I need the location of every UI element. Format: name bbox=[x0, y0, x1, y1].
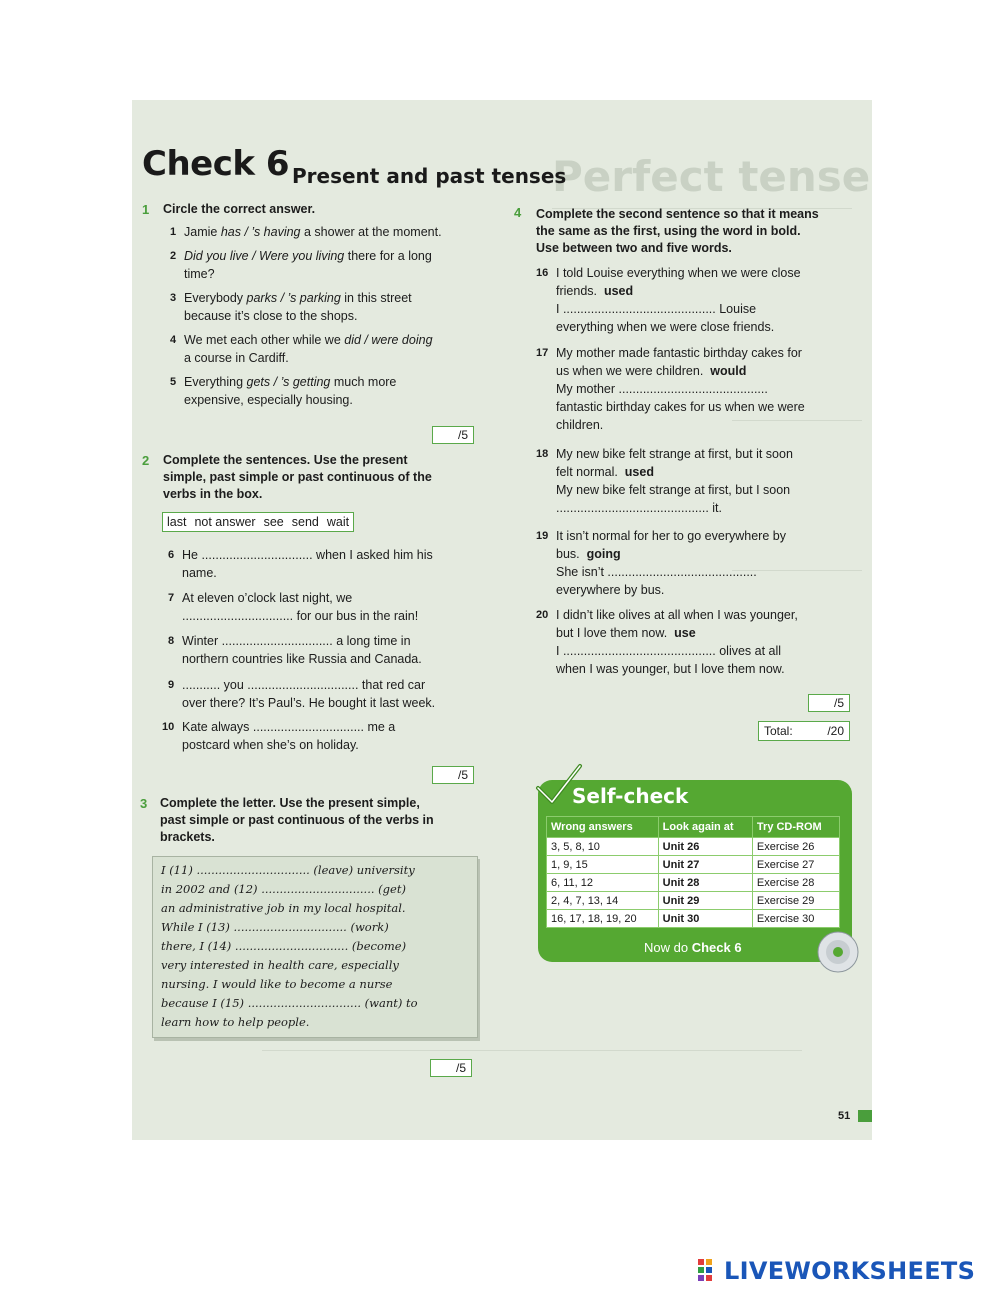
question-number: 1 bbox=[170, 226, 177, 238]
score-box[interactable]: /5 bbox=[432, 766, 474, 784]
word-option: wait bbox=[326, 515, 350, 529]
score-box[interactable]: /5 bbox=[430, 1059, 472, 1077]
question-9 bbox=[168, 676, 488, 716]
table-row bbox=[547, 838, 840, 856]
key-word: used bbox=[624, 465, 654, 479]
word-option: last bbox=[167, 515, 187, 529]
question-2 bbox=[170, 247, 490, 287]
question-text: Jamie has / ’s having a shower at the moment. bbox=[184, 225, 442, 239]
word-option: see bbox=[263, 515, 284, 529]
letter-line: learn how to help people. bbox=[161, 1015, 310, 1029]
question-text[interactable]: It isn’t normal for her to go everywhere by bus. going She isn’t ........................................... everywhere by bus. bbox=[556, 529, 786, 597]
letter-line[interactable]: While I (13) ............................... (work) bbox=[161, 920, 389, 934]
now-do-link[interactable]: Now do Check 6 bbox=[644, 940, 742, 955]
wrong-answers-cell: 6, 11, 12 bbox=[547, 874, 659, 892]
question-number: 18 bbox=[536, 448, 549, 460]
score-box[interactable]: /5 bbox=[432, 426, 474, 444]
faded-heading: Perfect tense bbox=[552, 152, 871, 201]
wrong-answers-cell: 16, 17, 18, 19, 20 bbox=[547, 910, 659, 928]
brand-name: LIVEWORKSHEETS bbox=[724, 1257, 976, 1285]
self-check-table bbox=[546, 816, 840, 928]
answer-options[interactable]: has / ’s having bbox=[220, 225, 301, 239]
key-word: use bbox=[674, 626, 696, 640]
question-text: Everybody parks / ’s parking in this street because it’s close to the shops. bbox=[184, 291, 412, 323]
column-header: Look again at bbox=[658, 817, 752, 838]
answer-options[interactable]: parks / ’s parking bbox=[246, 291, 341, 305]
question-number: 10 bbox=[162, 721, 175, 733]
word-option: not answer bbox=[194, 515, 256, 529]
logo-blocks-icon bbox=[698, 1259, 720, 1283]
unit-cell[interactable]: Unit 28 bbox=[658, 874, 752, 892]
section-instruction: Circle the correct answer. bbox=[163, 202, 316, 216]
wrong-answers-cell: 1, 9, 15 bbox=[547, 856, 659, 874]
question-8 bbox=[168, 632, 488, 672]
question-text[interactable]: He ................................ when I asked him his name. bbox=[182, 548, 433, 580]
question-text[interactable]: Kate always ................................ me a postcard when she’s on holiday. bbox=[182, 720, 396, 752]
wrong-answers-cell: 3, 5, 8, 10 bbox=[547, 838, 659, 856]
key-word: going bbox=[586, 547, 621, 561]
question-number: 3 bbox=[170, 292, 177, 304]
question-5 bbox=[170, 373, 490, 413]
question-number: 4 bbox=[170, 334, 177, 346]
question-number: 7 bbox=[168, 592, 175, 604]
question-text[interactable]: My new bike felt strange at first, but it soon felt normal. used My new bike felt strange at first, but I soon ............................................ it. bbox=[556, 447, 793, 515]
self-check-panel bbox=[538, 780, 852, 962]
section-number: 3 bbox=[140, 796, 148, 811]
exercise-cell[interactable]: Exercise 28 bbox=[752, 874, 839, 892]
question-number: 2 bbox=[170, 250, 177, 262]
section-number: 2 bbox=[142, 453, 150, 468]
word-option: send bbox=[291, 515, 319, 529]
self-check-title: Self-check bbox=[572, 784, 689, 808]
question-16 bbox=[536, 264, 866, 344]
key-word: would bbox=[710, 364, 747, 378]
question-19 bbox=[536, 527, 866, 607]
letter-line[interactable]: there, I (14) ............................... (become) bbox=[161, 939, 407, 953]
question-6 bbox=[168, 546, 488, 586]
word-box bbox=[162, 512, 354, 532]
page-number-marker bbox=[858, 1110, 872, 1122]
question-20 bbox=[536, 606, 866, 686]
total-label: Total: bbox=[764, 724, 793, 738]
cd-rom-icon bbox=[816, 930, 860, 974]
answer-options[interactable]: gets / ’s getting bbox=[246, 375, 331, 389]
unit-cell[interactable]: Unit 26 bbox=[658, 838, 752, 856]
question-number: 8 bbox=[168, 635, 175, 647]
section-instruction: Complete the letter. Use the present simple, past simple or past continuous of the verbs in brackets. bbox=[160, 796, 434, 844]
unit-cell[interactable]: Unit 27 bbox=[658, 856, 752, 874]
question-number: 16 bbox=[536, 267, 549, 279]
exercise-cell[interactable]: Exercise 30 bbox=[752, 910, 839, 928]
page-title: Check 6 bbox=[142, 144, 289, 184]
question-number: 17 bbox=[536, 347, 549, 359]
answer-options[interactable]: did / were doing bbox=[344, 333, 433, 347]
section-number: 4 bbox=[514, 205, 522, 220]
letter-card bbox=[152, 856, 478, 1038]
score-box[interactable]: /5 bbox=[808, 694, 850, 712]
liveworksheets-logo[interactable] bbox=[698, 1258, 994, 1284]
question-number: 9 bbox=[168, 679, 175, 691]
question-4 bbox=[170, 331, 490, 371]
question-text[interactable]: I didn’t like olives at all when I was younger, but I love them now. use I ............................................ olives at all when I was younger, but I love them now. bbox=[556, 608, 798, 676]
table-row bbox=[547, 892, 840, 910]
key-word: used bbox=[603, 284, 634, 298]
table-row bbox=[547, 910, 840, 928]
table-header-row bbox=[547, 817, 840, 838]
wrong-answers-cell: 2, 4, 7, 13, 14 bbox=[547, 892, 659, 910]
question-18 bbox=[536, 445, 866, 525]
question-text: Did you live / Were you living there for a long time? bbox=[184, 249, 432, 281]
worksheet-page bbox=[132, 100, 872, 1140]
exercise-cell[interactable]: Exercise 29 bbox=[752, 892, 839, 910]
section-instruction: Complete the sentences. Use the present simple, past simple or past continuous of the verbs in the box. bbox=[163, 453, 432, 501]
question-text[interactable]: I told Louise everything when we were close friends. used I ............................................ Louise everything when we were close friends. bbox=[556, 266, 801, 334]
question-text: Everything gets / ’s getting much more expensive, especially housing. bbox=[184, 375, 397, 407]
section-instruction: Complete the second sentence so that it means the same as the first, using the word in bold. Use between two and five words. bbox=[536, 207, 819, 255]
table-row bbox=[547, 874, 840, 892]
question-text[interactable]: Winter ................................ a long time in northern countries like Russia and Canada. bbox=[182, 634, 422, 666]
exercise-cell[interactable]: Exercise 27 bbox=[752, 856, 839, 874]
letter-line[interactable]: in 2002 and (12) ............................... (get) bbox=[161, 882, 406, 896]
letter-line: very interested in health care, especially bbox=[161, 958, 399, 972]
letter-line: nursing. I would like to become a nurse bbox=[161, 977, 393, 991]
question-number: 5 bbox=[170, 376, 177, 388]
page-number: 51 bbox=[838, 1110, 851, 1122]
faded-rule bbox=[262, 1050, 802, 1051]
question-text[interactable]: ........... you ................................ that red car over there? It’s Paul’s. He bought it last week. bbox=[182, 678, 436, 710]
question-10 bbox=[162, 718, 488, 758]
answer-options[interactable]: Did you live / Were you living bbox=[184, 249, 345, 263]
question-17 bbox=[536, 344, 866, 439]
table-row bbox=[547, 856, 840, 874]
column-header: Try CD-ROM bbox=[752, 817, 839, 838]
total-box[interactable] bbox=[758, 721, 850, 741]
unit-cell[interactable]: Unit 29 bbox=[658, 892, 752, 910]
question-text[interactable]: At eleven o’clock last night, we ................................ for our bus in the rain! bbox=[182, 591, 419, 623]
page-subtitle: Present and past tenses bbox=[292, 164, 567, 188]
letter-line[interactable]: because I (15) ............................... (want) to bbox=[161, 996, 418, 1010]
question-text[interactable]: My mother made fantastic birthday cakes for us when we were children. would My mother ........................................... fantastic birthday cakes for us when we were children. bbox=[556, 346, 805, 432]
question-number: 19 bbox=[536, 530, 549, 542]
question-text: We met each other while we did / were doing a course in Cardiff. bbox=[184, 333, 433, 365]
question-number: 20 bbox=[536, 609, 549, 621]
column-header: Wrong answers bbox=[547, 817, 659, 838]
letter-line[interactable]: I (11) ............................... (leave) university bbox=[161, 863, 415, 877]
question-3 bbox=[170, 289, 490, 329]
question-1 bbox=[170, 223, 490, 243]
unit-cell[interactable]: Unit 30 bbox=[658, 910, 752, 928]
total-value: /20 bbox=[827, 724, 844, 738]
question-7 bbox=[168, 589, 488, 629]
letter-line: an administrative job in my local hospital. bbox=[161, 901, 406, 915]
section-number: 1 bbox=[142, 202, 150, 217]
question-number: 6 bbox=[168, 549, 175, 561]
exercise-cell[interactable]: Exercise 26 bbox=[752, 838, 839, 856]
